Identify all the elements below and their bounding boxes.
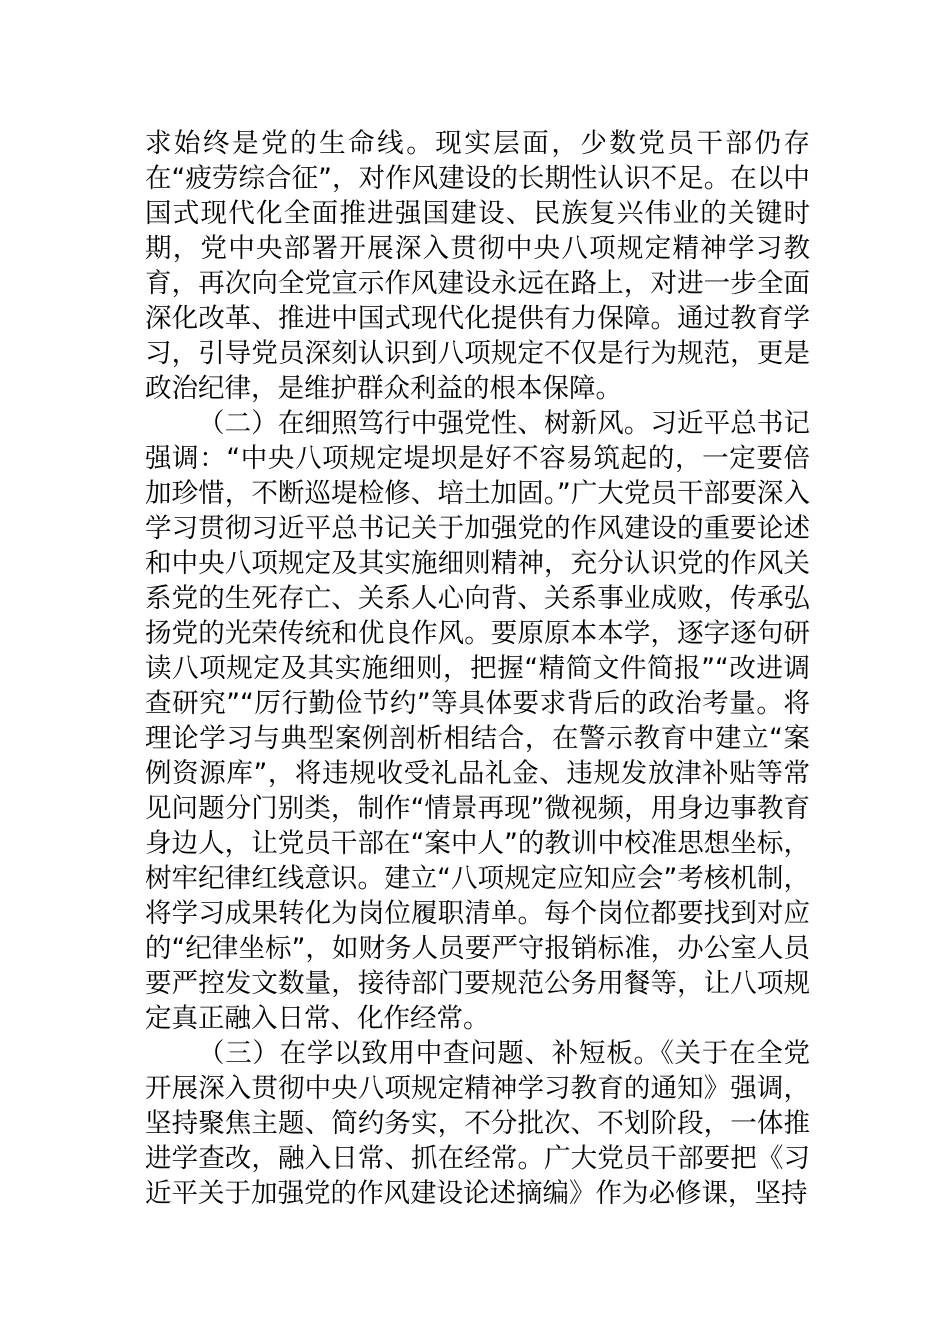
paragraph-section-2: （二）在细照笃行中强党性、树新风。习近平总书记强调：“中央八项规定堤坝是好不容易筑起的，一定要倍加珍惜，不断巡堤检修、培土加固。”广大党员干部要深入学习贯彻习近平总书记关于加强党的作风建设的重要论述和中央八项规定及其实施细则精神，充分认识党的作风关系党的生死存亡、关系人心向背、关系事业成败，传承弘扬党的光荣传统和优良作风。要原原本本学，逐字逐句研读八项规定及其实施细则，把握“精简文件简报”“改进调查研究”“厉行勤俭节约”等具体要求背后的政治考量。将理论学习与典型案例剖析相结合，在警示教育中建立“案例资源库”，将违规收受礼品礼金、违规发放津补贴等常见问题分门别类，制作“情景再现”微视频，用身边事教育身边人，让党员干部在“案中人”的教训中校准思想坐标，树牢纪律红线意识。建立“八项规定应知应会”考核机制，将学习成果转化为岗位履职清单。每个岗位都要找到对应的“纪律坐标”，如财务人员要严守报销标准，办公室人员要严控发文数量，接待部门要规范公务用餐等，让八项规定真正融入日常、化作经常。 xyxy=(145,408,810,1034)
paragraph-continuation: 求始终是党的生命线。现实层面，少数党员干部仍存在“疲劳综合征”，对作风建设的长期性认识不足。在以中国式现代化全面推进强国建设、民族复兴伟业的关键时期，党中央部署开展深入贯彻中央八项规定精神学习教育，再次向全党宣示作风建设永远在路上，对进一步全面深化改革、推进中国式现代化提供有力保障。通过教育学习，引导党员深刻认识到八项规定不仅是行为规范，更是政治纪律，是维护群众利益的根本保障。 xyxy=(145,128,810,404)
document-body xyxy=(145,126,810,1211)
paragraph-section-3: （三）在学以致用中查问题、补短板。《关于在全党开展深入贯彻中央八项规定精神学习教育的通知》强调，坚持聚焦主题、简约务实，不分批次、不划阶段，一体推进学查改，融入日常、抓在经常。广大党员干部要把《习近平关于加强党的作风建设论述摘编》作为必修课，坚持 xyxy=(145,1038,810,1209)
